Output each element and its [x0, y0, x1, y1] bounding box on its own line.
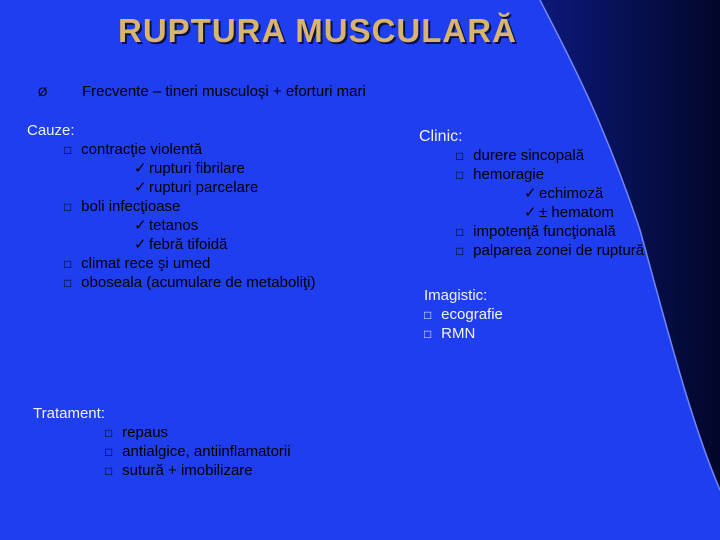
square-bullet-icon: □	[64, 276, 72, 290]
square-bullet-icon: □	[64, 200, 72, 214]
list-item: □ climat rece şi umed	[64, 255, 211, 272]
causes-block	[27, 121, 315, 292]
check-icon: ✓	[134, 217, 147, 234]
check-icon: ✓	[134, 160, 147, 177]
list-item: ✓ rupturi fibrilare	[134, 160, 245, 177]
clinic-heading: Clinic:	[419, 128, 463, 145]
list-item: ✓ rupturi parcelare	[134, 179, 259, 196]
list-item: ✓ ± hematom	[524, 204, 614, 221]
treatment-block	[33, 404, 291, 480]
treatment-heading: Tratament:	[33, 405, 105, 422]
square-bullet-icon: □	[105, 464, 113, 478]
check-icon: ✓	[524, 204, 537, 221]
list-item: □ RMN	[424, 325, 476, 342]
list-item: ✓ tetanos	[134, 217, 199, 234]
list-item: □ ecografie	[424, 306, 503, 323]
subtitle-text: Frecvente – tineri musculoşi + eforturi mari	[82, 83, 366, 100]
square-bullet-icon: □	[64, 257, 72, 271]
list-item: □ impotenţă funcţională	[456, 223, 616, 240]
square-bullet-icon: □	[456, 149, 464, 163]
square-bullet-icon: □	[105, 445, 113, 459]
check-icon: ✓	[134, 236, 147, 253]
list-item: □ durere sincopală	[456, 147, 585, 164]
square-bullet-icon: □	[424, 327, 432, 341]
list-item: □ contracţie violentă	[64, 141, 203, 158]
list-item: □ palparea zonei de ruptură	[456, 242, 645, 259]
list-item: □ hemoragie	[456, 166, 545, 183]
list-item: □ repaus	[105, 424, 169, 441]
check-icon: ✓	[134, 179, 147, 196]
clinic-block	[419, 127, 644, 260]
square-bullet-icon: □	[64, 143, 72, 157]
square-bullet-icon: □	[456, 168, 464, 182]
check-icon: ✓	[524, 185, 537, 202]
list-item: □ oboseala (acumulare de metaboliţi)	[64, 274, 316, 291]
imaging-block	[424, 286, 503, 343]
slide-title: RUPTURA MUSCULARĂ	[118, 12, 517, 49]
square-bullet-icon: □	[456, 225, 464, 239]
causes-heading: Cauze:	[27, 122, 75, 139]
square-bullet-icon: □	[105, 426, 113, 440]
list-item: ✓ febră tifoidă	[134, 236, 228, 253]
list-item: ✓ echimoză	[524, 185, 604, 202]
arrow-bullet-icon: Ø	[38, 85, 48, 99]
imaging-heading: Imagistic:	[424, 287, 488, 304]
list-item: □ sutură + imobilizare	[105, 462, 253, 479]
list-item: □ boli infecţioase	[64, 198, 181, 215]
square-bullet-icon: □	[456, 244, 464, 258]
square-bullet-icon: □	[424, 308, 432, 322]
list-item: □ antialgice, antiinflamatorii	[105, 443, 291, 460]
subtitle-line	[38, 82, 366, 102]
